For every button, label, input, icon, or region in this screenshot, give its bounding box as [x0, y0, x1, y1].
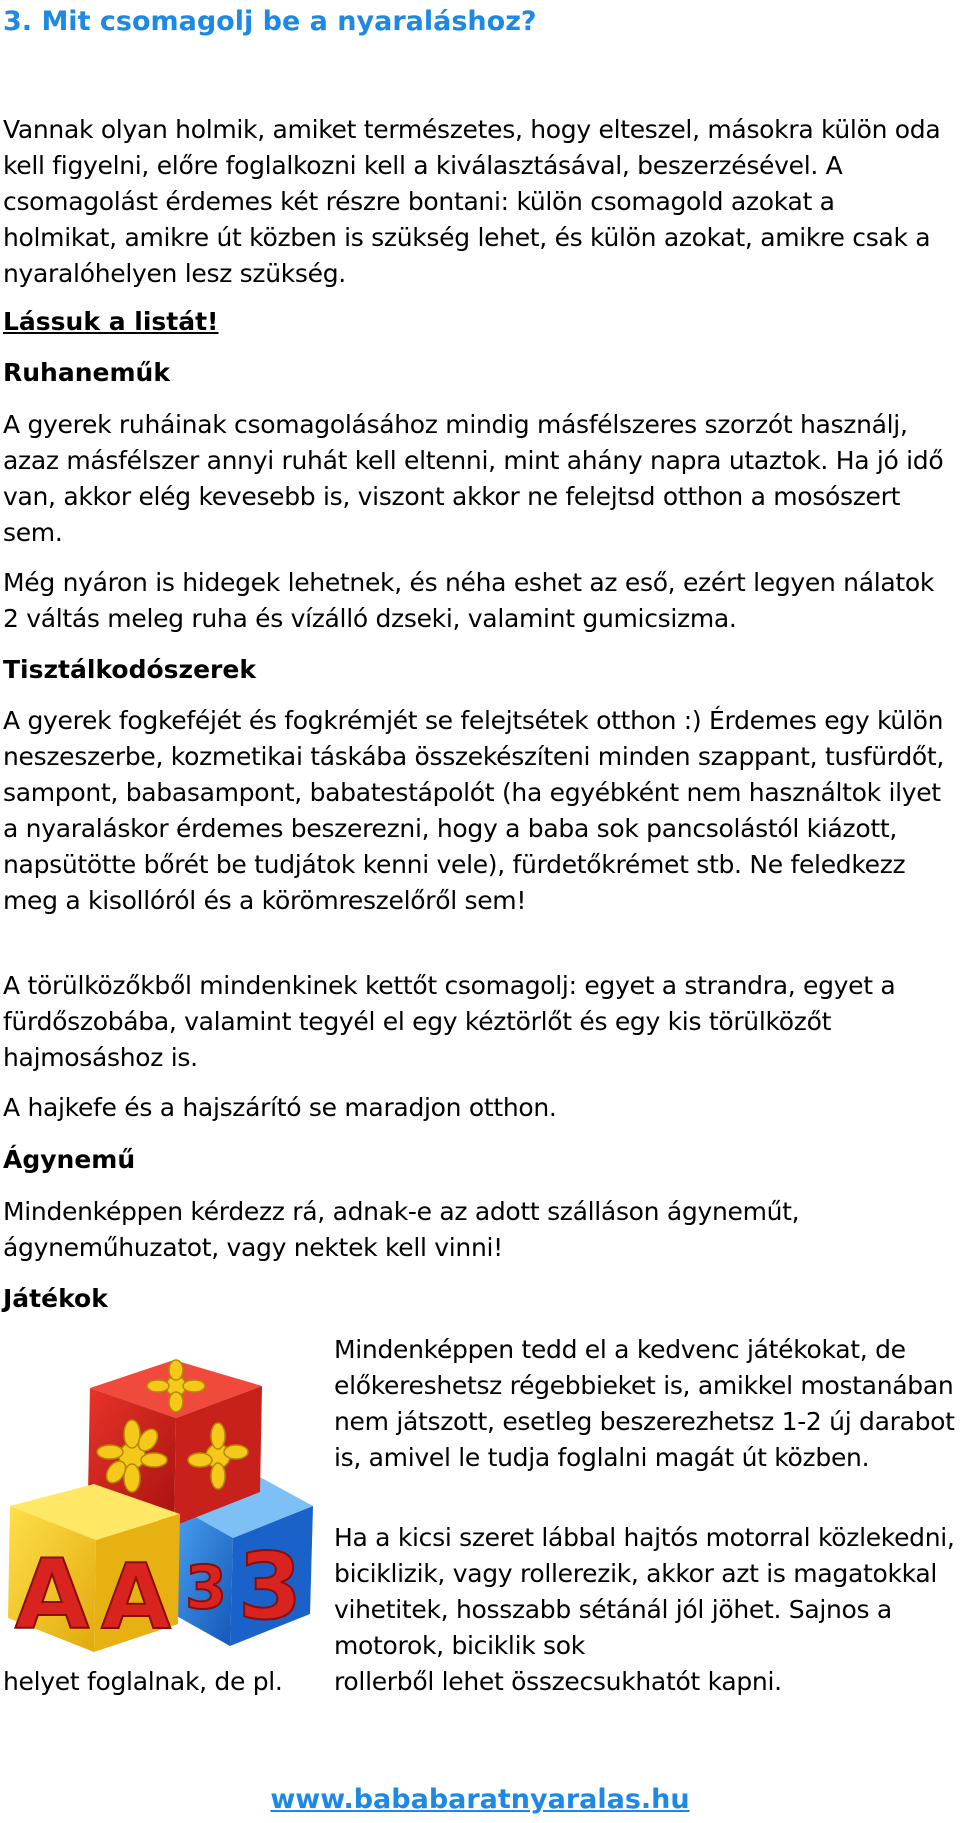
jatekok-paragraph-1: Mindenképpen tedd el a kedvenc játékokat, de előkereshetsz régebbieket is, amikkel mostanában nem játszott, esetleg beszerezhetsz 1-2 új darabot is, amivel le tudja foglalni magát út közben. — [334, 1335, 955, 1472]
section-heading-ruhanemuk: Ruhaneműk — [3, 358, 170, 387]
tisztalkodoszerek-paragraph-2: A törülközőkből mindenkinek kettőt csomagolj: egyet a strandra, egyet a fürdőszobába, valamint tegyél el egy kéztörlőt és egy kis törülközőt hajmosáshoz is. — [3, 971, 896, 1072]
ruhanemuk-paragraph-1: A gyerek ruháinak csomagolásához mindig másfélszeres szorzót használj, azaz másfélszer annyi ruhát kell eltenni, mint ahány napra utaztok. Ha jó idő van, akkor elég kevesebb is, viszont akkor ne felejtsd otthon a mosószert sem. — [3, 410, 944, 547]
section-heading-tisztalkodoszerek: Tisztálkodószerek — [3, 655, 256, 684]
section-heading-agynemu: Ágynemű — [3, 1145, 136, 1174]
list-heading-link[interactable]: Lássuk a listát! — [3, 307, 219, 336]
ruhanemuk-paragraph-2: Még nyáron is hidegek lehetnek, és néha eshet az eső, ezért legyen nálatok 2 váltás meleg ruha és vízálló dzseki, valamint gumicsizma. — [3, 568, 935, 633]
yellow-block — [8, 1484, 180, 1652]
block-number-3-right: 3 — [237, 1533, 303, 1640]
block-letter-a-left: A — [14, 1539, 90, 1651]
jatekok-paragraph-2-last-right: rollerből lehet összecsukhatót kapni. — [334, 1667, 782, 1696]
tisztalkodoszerek-paragraph-1: A gyerek fogkeféjét és fogkrémjét se felejtsétek otthon :) Érdemes egy külön neszeszerbe, kozmetikai táskába összekészíteni minden szappant, tusfürdőt, sampont, babasampont, babatestápolót (ha egyébként nem használtok ilyet a nyaraláskor érdemes beszerezni, hogy a baba sok pancsolástól kiázott, napsütötte bőrét be tudjátok kenni vele), fürdetőkrémet stb. Ne feledkezz meg a kisollóról és a körömreszelőről sem! — [3, 706, 945, 915]
block-number-3-left: 3 — [185, 1553, 227, 1623]
tisztalkodoszerek-paragraph-3: A hajkefe és a hajszárító se maradjon otthon. — [3, 1093, 557, 1122]
agynemu-paragraph: Mindenképpen kérdezz rá, adnak-e az adott szálláson ágyneműt, ágyneműhuzatot, vagy nektek kell vinni! — [3, 1197, 800, 1262]
section-heading-jatekok: Játékok — [3, 1284, 108, 1313]
jatekok-paragraph-2-last-left: helyet foglalnak, de pl. — [3, 1667, 283, 1696]
footer-website-link[interactable]: www.bababaratnyaralas.hu — [270, 1784, 690, 1815]
jatekok-paragraph-2: Ha a kicsi szeret lábbal hajtós motorral közlekedni, biciklizik, vagy rollerezik, akkor azt is magatokkal vihetitek, hosszabb sétánál jól jöhet. Sajnos a motorok, biciklik sok — [334, 1523, 955, 1660]
page-title: 3. Mit csomagolj be a nyaraláshoz? — [3, 6, 537, 37]
toy-blocks-image — [8, 1356, 323, 1656]
intro-paragraph: Vannak olyan holmik, amiket természetes, hogy elteszel, másokra külön oda kell figyelni, előre foglalkozni kell a kiválasztásával, beszerzésével. A csomagolást érdemes két részre bontani: külön csomagold azokat a holmikat, amikre út közben is szükség lehet, és külön azokat, amikre csak a nyaralóhelyen lesz szükség. — [3, 115, 941, 288]
block-letter-a-right: A — [101, 1545, 171, 1650]
